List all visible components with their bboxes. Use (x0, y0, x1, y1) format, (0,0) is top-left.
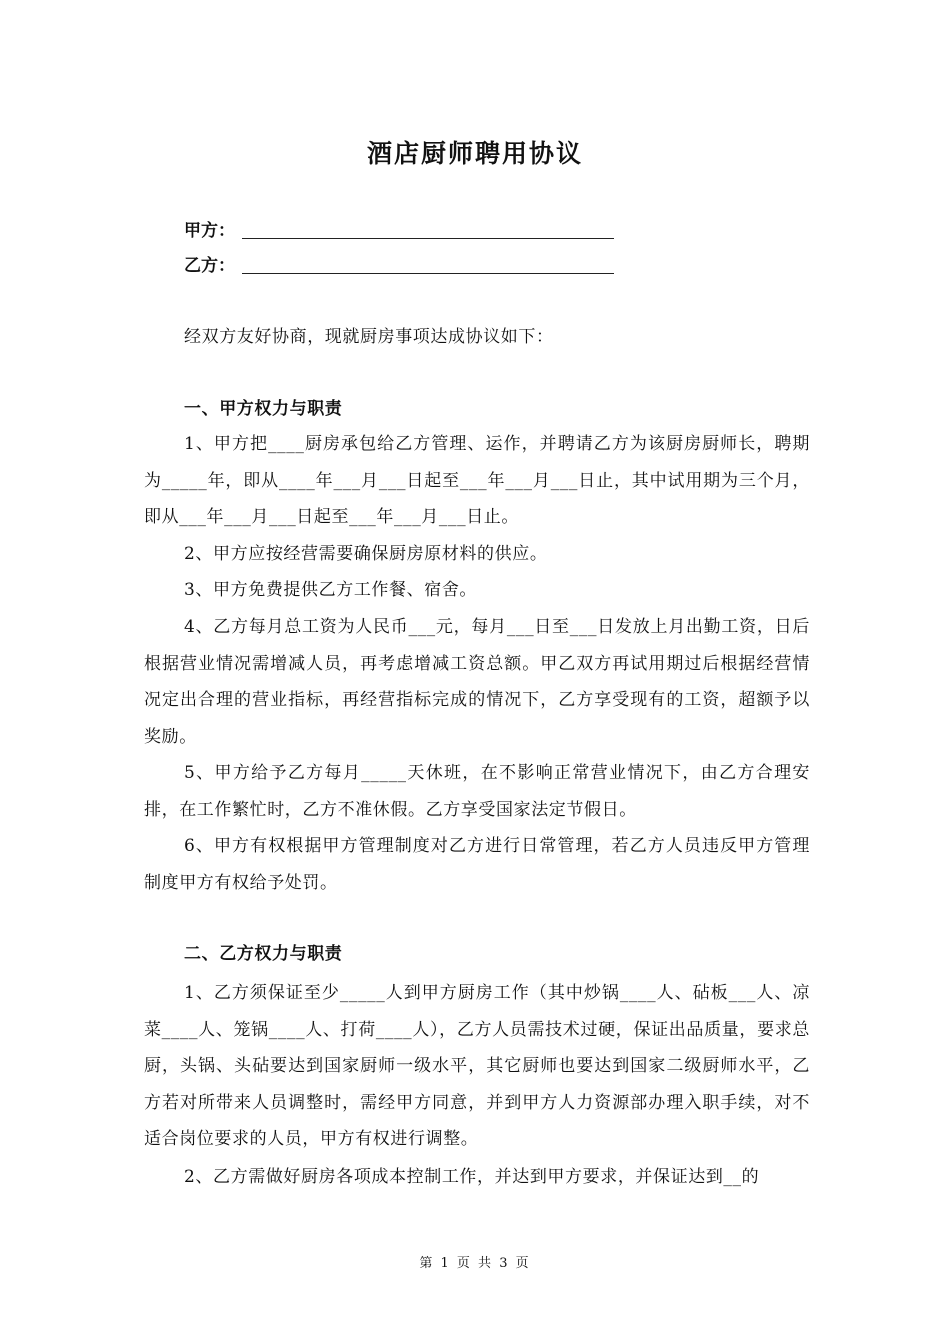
party-a-blank-line (242, 238, 614, 239)
section1-clause-2: 2、甲方应按经营需要确保厨房原材料的供应。 (184, 544, 548, 564)
section2-clause-1: 1、乙方须保证至少_____人到甲方厨房工作（其中炒锅____人、砧板___人、凉菜____人、笼锅____人、打荷____人），乙方人员需技术过硬，保证出品质量，要求总厨，头锅、头砧要达到国家厨师一级水平，其它厨师也要达到国家二级厨师水平，乙方若对所带来人员调整时，需经甲方同意，并到甲方人力资源部办理入职手续，对不适合岗位要求的人员，甲方有权进行调整。 (144, 983, 810, 1149)
section1-clause-3: 3、甲方免费提供乙方工作餐、宿舍。 (184, 580, 478, 600)
document-title: 酒店厨师聘用协议 (366, 139, 583, 168)
party-b-blank-line (242, 273, 614, 274)
section2-heading: 二、乙方权力与职责 (184, 944, 343, 964)
section1-clause-5: 5、甲方给予乙方每月_____天休班，在不影响正常营业情况下，由乙方合理安排，在工作繁忙时，乙方不准休假。乙方享受国家法定节假日。 (144, 763, 810, 820)
section2-clause-2: 2、乙方需做好厨房各项成本控制工作，并达到甲方要求，并保证达到__的 (184, 1167, 760, 1187)
intro-paragraph: 经双方友好协商，现就厨房事项达成协议如下： (184, 327, 554, 347)
section1-heading: 一、甲方权力与职责 (184, 399, 343, 419)
section1-clause-4: 4、乙方每月总工资为人民币___元，每月___日至___日发放上月出勤工资，日后根据营业情况需增减人员，再考虑增减工资总额。甲乙双方再试用期过后根据经营情况定出合理的营业指标，再经营指标完成的情况下，乙方享受现有的工资，超额予以奖励。 (144, 617, 810, 747)
party-a-label: 甲方： (184, 221, 235, 241)
section1-clause-1: 1、甲方把____厨房承包给乙方管理、运作，并聘请乙方为该厨房厨师长，聘期为_____年，即从____年___月___日起至___年___月___日止，其中试用期为三个月，即从___年___月___日起至___年___月___日止。 (144, 434, 810, 527)
party-b-label: 乙方： (184, 256, 235, 276)
section1-clause-6: 6、甲方有权根据甲方管理制度对乙方进行日常管理，若乙方人员违反甲方管理制度甲方有权给予处罚。 (144, 836, 810, 893)
page-footer: 第 1 页 共 3 页 (419, 1256, 531, 1271)
